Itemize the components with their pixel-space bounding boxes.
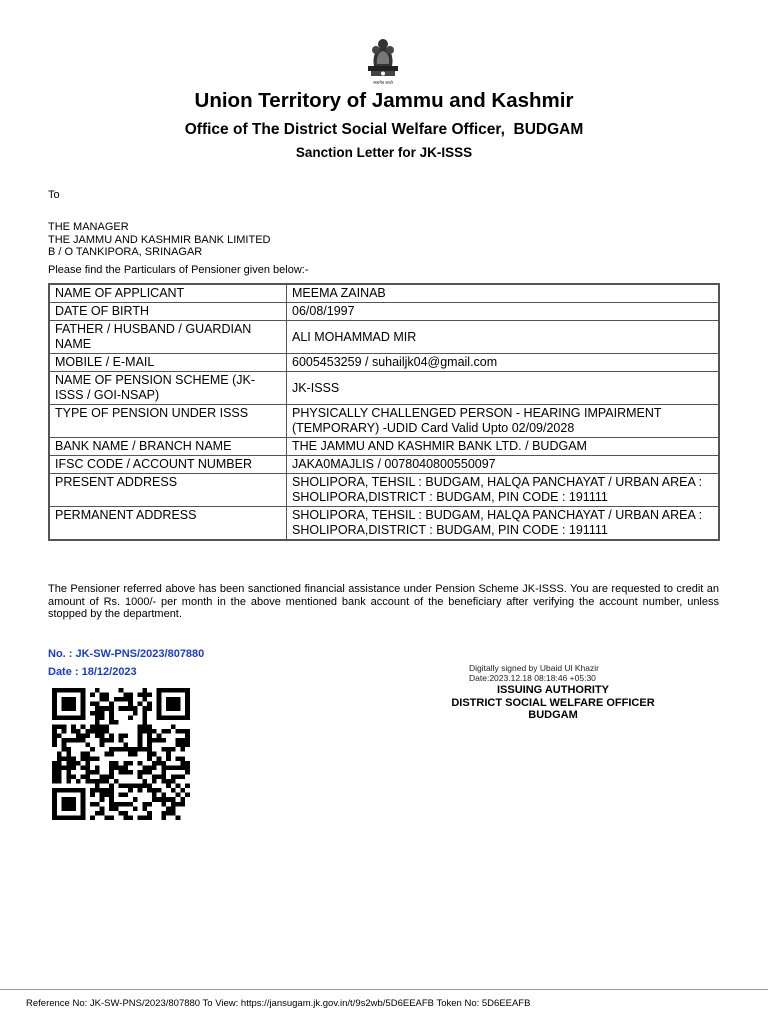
table-row (49, 507, 719, 541)
row-label: NAME OF PENSION SCHEME (JK-ISSS / GOI-NSAP) (49, 372, 287, 405)
table-row (49, 321, 719, 354)
issuing-authority-label: ISSUING AUTHORITY (496, 684, 610, 696)
intro-text: Please find the Particulars of Pensioner given below:- (48, 264, 309, 276)
row-label: TYPE OF PENSION UNDER ISSS (49, 405, 287, 438)
letter-subject: Sanction Letter for JK-ISSS (295, 145, 473, 160)
table-row (49, 456, 719, 474)
sanction-paragraph: The Pensioner referred above has been sanctioned financial assistance under Pension Scheme JK-ISSS. You are requested to credit an amount of Rs. 1000/- per month in the above mentioned bank account of the beneficiary after verifying the account number, unless stopped by the department. (48, 583, 719, 620)
addressee-block (48, 221, 270, 259)
row-label: FATHER / HUSBAND / GUARDIAN NAME (49, 321, 287, 354)
row-value: JK-ISSS (287, 372, 720, 405)
table-row (49, 284, 719, 303)
pensioner-details-table (48, 283, 720, 541)
digital-signature-line: Digitally signed by Ubaid Ul Khazir (469, 663, 599, 673)
row-label: BANK NAME / BRANCH NAME (49, 438, 287, 456)
table-row (49, 474, 719, 507)
issuing-authority-block (440, 684, 666, 722)
addressee-line: THE MANAGER (48, 221, 129, 233)
row-label: IFSC CODE / ACCOUNT NUMBER (49, 456, 287, 474)
to-label: To (48, 189, 60, 201)
row-label: DATE OF BIRTH (49, 303, 287, 321)
reference-number: No. : JK-SW-PNS/2023/807880 (48, 648, 205, 660)
row-value: THE JAMMU AND KASHMIR BANK LTD. / BUDGAM (287, 438, 720, 456)
row-label: MOBILE / E-MAIL (49, 354, 287, 372)
addressee-line: THE JAMMU AND KASHMIR BANK LIMITED (48, 233, 271, 246)
row-value: JAKA0MAJLIS / 0078040800550097 (287, 456, 720, 474)
emblem-motto: सत्यमेव जयते (373, 80, 393, 85)
table-row (49, 372, 719, 405)
row-value: 06/08/1997 (287, 303, 720, 321)
table-row (49, 405, 719, 438)
footer-reference: Reference No: JK-SW-PNS/2023/807880 To View: https://jansugam.jk.gov.in/t/9s2wb/5D6EEAFB Token No: 5D6EEAFB (26, 998, 531, 1009)
row-label: PERMANENT ADDRESS (49, 507, 287, 541)
row-value: PHYSICALLY CHALLENGED PERSON - HEARING IMPAIRMENT (TEMPORARY) -UDID Card Valid Upto 02/09/2028 (287, 405, 720, 438)
row-value: 6005453259 / suhailjk04@gmail.com (287, 354, 720, 372)
row-value: MEEMA ZAINAB (287, 284, 720, 303)
addressee-line: B / O TANKIPORA, SRINAGAR (48, 246, 203, 258)
row-value: SHOLIPORA, TEHSIL : BUDGAM, HALQA PANCHAYAT / URBAN AREA : SHOLIPORA,DISTRICT : BUDGAM, PIN CODE : 191111 (287, 507, 720, 541)
authority-designation: DISTRICT SOCIAL WELFARE OFFICER (451, 696, 655, 709)
row-value: SHOLIPORA, TEHSIL : BUDGAM, HALQA PANCHAYAT / URBAN AREA : SHOLIPORA,DISTRICT : BUDGAM, PIN CODE : 191111 (287, 474, 720, 507)
authority-district: BUDGAM (528, 709, 578, 721)
footer-divider (0, 989, 768, 990)
row-value: ALI MOHAMMAD MIR (287, 321, 720, 354)
table-row (49, 438, 719, 456)
qr-code-icon (52, 688, 190, 820)
digital-signature (469, 663, 599, 683)
office-name: Office of The District Social Welfare Officer, BUDGAM (184, 121, 584, 138)
table-row (49, 354, 719, 372)
reference-date: Date : 18/12/2023 (48, 666, 137, 678)
row-label: PRESENT ADDRESS (49, 474, 287, 507)
table-row (49, 303, 719, 321)
row-label: NAME OF APPLICANT (49, 284, 287, 303)
digital-signature-date: Date:2023.12.18 08:18:46 +05:30 (469, 673, 596, 683)
page-title: Union Territory of Jammu and Kashmir (194, 89, 574, 112)
